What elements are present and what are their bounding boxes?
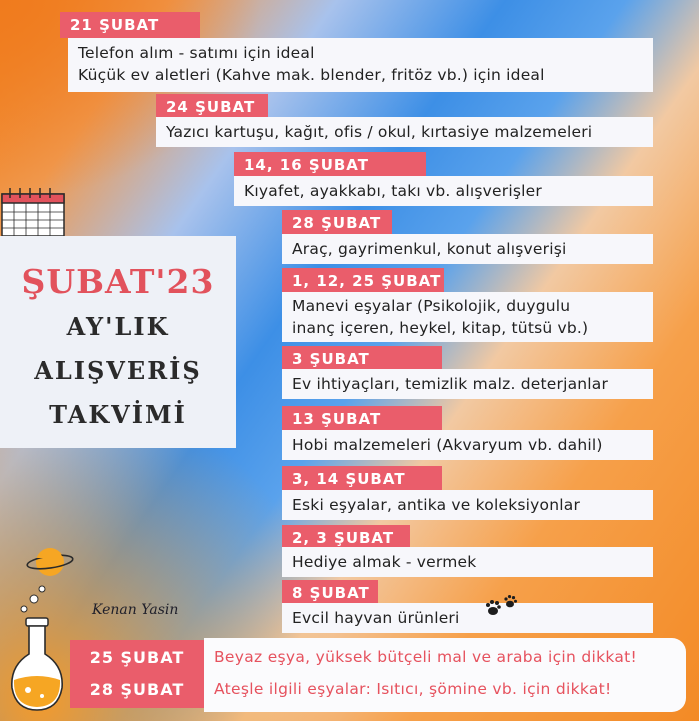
entry-card <box>282 490 653 520</box>
entry-text: inanç içeren, heykel, kitap, tütsü vb.) <box>292 319 589 337</box>
entry-card <box>234 176 653 206</box>
date-tag: 8 ŞUBAT <box>282 580 378 606</box>
entry-text: Manevi eşyalar (Psikolojik, duygulu <box>292 297 571 315</box>
entry-text: Hediye almak - vermek <box>292 553 477 571</box>
entry-text: Yazıcı kartuşu, kağıt, ofis / okul, kırtasiye malzemeleri <box>166 123 593 141</box>
date-tag: 14, 16 ŞUBAT <box>234 152 426 178</box>
entry-card <box>282 603 653 633</box>
date-tag: 2, 3 ŞUBAT <box>282 525 410 551</box>
entry-text: Telefon alım - satımı için ideal <box>78 44 315 62</box>
flask-icon <box>4 614 70 714</box>
entry-card <box>282 234 653 264</box>
entry-card <box>282 430 653 460</box>
date-tag: 21 ŞUBAT <box>60 12 200 38</box>
title-month: ŞUBAT'23 <box>21 262 215 301</box>
entry-text: Hobi malzemeleri (Akvaryum vb. dahil) <box>292 436 603 454</box>
entry-text: Ev ihtiyaçları, temizlik malz. deterjanlar <box>292 375 609 393</box>
calendar-icon <box>0 186 68 238</box>
entry-card <box>156 117 653 147</box>
date-tag: 13 ŞUBAT <box>282 406 442 432</box>
entry-card <box>68 38 653 92</box>
entry-text: Küçük ev aletleri (Kahve mak. blender, fritöz vb.) için ideal <box>78 66 545 84</box>
planet-icon <box>24 538 76 588</box>
entry-text: Kıyafet, ayakkabı, takı vb. alışverişler <box>244 182 542 200</box>
title-line: TAKVİMİ <box>49 400 187 429</box>
warning-text: Beyaz eşya, yüksek bütçeli mal ve araba için dikkat! <box>214 648 638 666</box>
date-tag: 1, 12, 25 ŞUBAT <box>282 268 444 294</box>
title-line: AY'LIK <box>66 312 170 341</box>
entry-text: Eski eşyalar, antika ve koleksiyonlar <box>292 496 581 514</box>
warning-text: Ateşle ilgili eşyalar: Isıtıcı, şömine vb. için dikkat! <box>214 680 612 698</box>
warning-date-tag: 28 ŞUBAT <box>70 672 204 708</box>
entry-card <box>282 369 653 399</box>
entry-card <box>282 292 653 342</box>
date-tag: 3, 14 ŞUBAT <box>282 466 442 492</box>
date-tag: 24 ŞUBAT <box>156 94 268 120</box>
date-tag: 3 ŞUBAT <box>282 346 442 372</box>
paw-print-icon <box>484 594 520 620</box>
entry-text: Araç, gayrimenkul, konut alışverişi <box>292 240 567 258</box>
warning-date-tag: 25 ŞUBAT <box>70 640 204 676</box>
date-tag: 28 ŞUBAT <box>282 210 392 236</box>
title-box <box>0 236 236 448</box>
warning-box <box>204 638 686 712</box>
signature: Kenan Yasin <box>92 602 179 618</box>
entry-text: Evcil hayvan ürünleri <box>292 609 460 627</box>
title-line: ALIŞVERİŞ <box>34 356 202 385</box>
entry-card <box>282 547 653 577</box>
